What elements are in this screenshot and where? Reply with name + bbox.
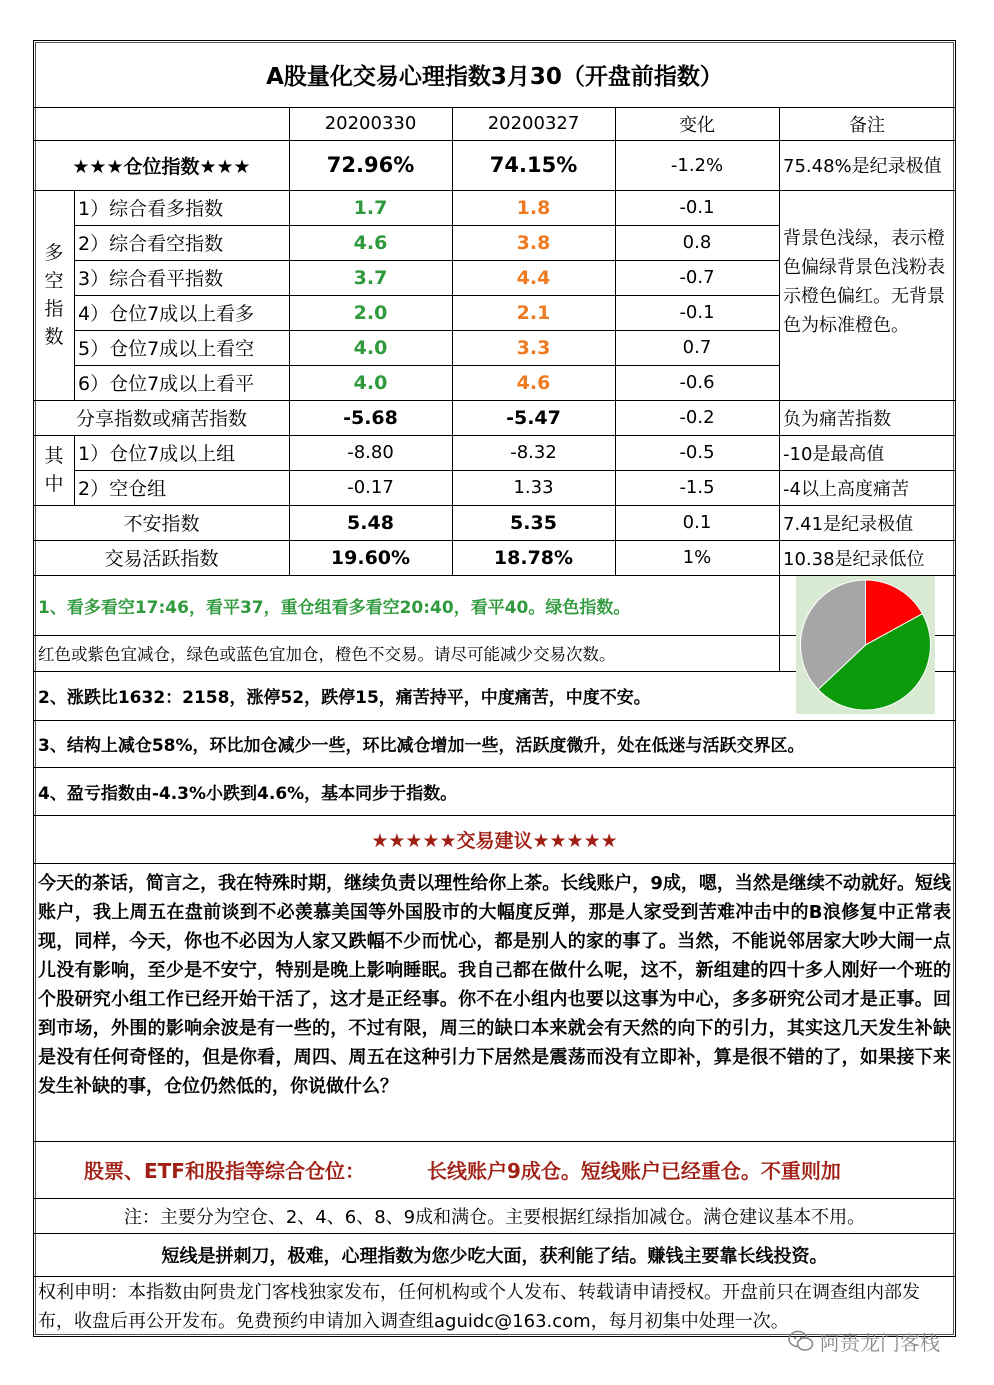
- anxiety-index-note: 7.41是纪录极值: [783, 513, 914, 535]
- activity-index-change: 1%: [682, 547, 712, 568]
- among-row-previous: 1.33: [513, 477, 554, 498]
- share-index-current: -5.68: [343, 406, 398, 429]
- bull-bear-row-previous: 4.4: [516, 266, 551, 289]
- share-index-note: 负为痛苦指数: [783, 408, 891, 430]
- page-title: A股量化交易心理指数3月30（开盘前指数）: [266, 63, 723, 90]
- advice-heading: ★★★★★交易建议★★★★★: [371, 829, 618, 852]
- bull-bear-row-previous: 3.8: [516, 231, 551, 254]
- among-row-change: -1.5: [679, 477, 715, 498]
- share-index-previous: -5.47: [506, 406, 561, 429]
- bull-bear-row-current: 4.6: [353, 231, 388, 254]
- bull-bear-row-label: 4）仓位7成以上看多: [78, 303, 255, 325]
- motto-line: 短线是拼刺刀，极难，心理指数为您少吃大面，获利能了结。赚钱主要靠长线投资。: [161, 1245, 828, 1267]
- header-date-previous: 20200327: [487, 113, 580, 134]
- among-row-current: -0.17: [347, 477, 394, 498]
- bull-bear-row-change: 0.7: [682, 337, 712, 358]
- bull-bear-row-current: 3.7: [353, 266, 388, 289]
- among-row-label: 2）空仓组: [78, 478, 167, 500]
- summary-rule-line: 红色或紫色宜减仓，绿色或蓝色宜加仓，橙色不交易。请尽可能减少交易次数。: [38, 645, 616, 664]
- bull-bear-row-label: 1）综合看多指数: [78, 198, 224, 220]
- bull-bear-row-label: 2）综合看空指数: [78, 233, 224, 255]
- activity-index-label: 交易活跃指数: [104, 548, 219, 570]
- anxiety-index-current: 5.48: [347, 511, 394, 534]
- position-index-current: 72.96%: [326, 153, 415, 177]
- activity-index-note: 10.38是纪录低位: [783, 548, 925, 570]
- among-side-label: 其 中: [44, 445, 64, 495]
- bull-bear-row-label: 6）仓位7成以上看平: [78, 373, 255, 395]
- summary-line-3: 3、结构上减仓58%，环比加仓减少一些，环比减仓增加一些，活跃度微升，处在低迷与活跃交界区。: [38, 736, 805, 756]
- summary-line-2: 2、涨跌比1632：2158，涨停52，跌停15，痛苦持平，中度痛苦，中度不安。: [38, 688, 651, 708]
- bull-bear-row-change: -0.7: [679, 267, 715, 288]
- bull-bear-row-previous: 1.8: [516, 196, 551, 219]
- share-index-change: -0.2: [679, 407, 715, 428]
- bull-bear-pie-chart: [796, 576, 935, 714]
- header-change: 变化: [679, 114, 715, 136]
- among-row-change: -0.5: [679, 442, 715, 463]
- bull-bear-row-change: 0.8: [682, 232, 712, 253]
- position-advice-label: 股票、ETF和股指等综合仓位：: [84, 1159, 365, 1183]
- summary-line-4: 4、盈亏指数由-4.3%小跌到4.6%，基本同步于指数。: [38, 783, 458, 804]
- header-note: 备注: [849, 114, 885, 136]
- report-sheet: [33, 40, 956, 1337]
- among-row-label: 1）仓位7成以上组: [78, 443, 236, 465]
- position-index-note: 75.48%是纪录极值: [783, 156, 942, 177]
- bull-bear-row-current: 2.0: [353, 301, 388, 324]
- rights-statement: 权利申明：本指数由阿贵龙门客栈独家发布，任何机构或个人发布、转载请申请授权。开盘前只在调查组内部发布，收盘后再公开发布。免费预约申请加入调查组aguidc@163.com，每月初集中处理一次。: [38, 1282, 920, 1332]
- bull-bear-row-label: 3）综合看平指数: [78, 268, 224, 290]
- bull-bear-side-label: 多 空 指 数: [44, 242, 64, 348]
- among-row-note: -10是最高值: [783, 443, 885, 465]
- watermark: [788, 1326, 940, 1356]
- bull-bear-row-previous: 2.1: [516, 301, 551, 324]
- activity-index-current: 19.60%: [330, 546, 411, 569]
- among-row-current: -8.80: [347, 442, 394, 463]
- among-row-previous: -8.32: [510, 442, 557, 463]
- watermark-text: 阿贵龙门客栈: [820, 1330, 940, 1355]
- header-date-current: 20200330: [324, 113, 417, 134]
- position-advice-value: 长线账户9成仓。短线账户已经重仓。不重则加: [426, 1159, 841, 1183]
- advice-body: 今天的茶话，简言之，我在特殊时期，继续负责以理性给你上茶。长线账户，9成，嗯，当然是继续不动就好。短线账户，我上周五在盘前谈到不必羡慕美国等外国股市的大幅度反弹，那是人家受到苦难冲击中的B浪修复中正常表现，同样，今天，你也不必因为人家又跌幅不少而忧心，都是别人的家的事了。当然，不能说邻居家大吵大闹一点儿没有影响，至少是不安宁，特别是晚上影响睡眠。我自己都在做什么呢，这不，新组建的四十多人刚好一个班的个股研究小组工作已经开始干活了，这才是正经事。你不在小组内也要以这事为中心，多多研究公司才是正事。回到市场，外围的影响余波是有一些的，不过有限，周三的缺口本来就会有天然的向下的引力，其实这几天发生补缺是没有任何奇怪的，但是你看，周四、周五在这种引力下居然是震荡而没有立即补，算是很不错的了，如果接下来发生补缺的事，仓位仍然低的，你说做什么？: [38, 873, 951, 1097]
- wechat-icon: [788, 1330, 814, 1352]
- activity-index-previous: 18.78%: [493, 546, 574, 569]
- bull-bear-row-current: 4.0: [353, 371, 388, 394]
- bull-bear-row-change: -0.1: [679, 302, 715, 323]
- among-row-note: -4以上高度痛苦: [783, 478, 909, 500]
- position-note-line: 注：主要分为空仓、2、4、6、8、9成和满仓。主要根据红绿指加减仓。满仓建议基本不用。: [123, 1206, 866, 1228]
- position-index-label: ★★★仓位指数★★★: [72, 155, 251, 178]
- bull-bear-row-change: -0.6: [679, 372, 715, 393]
- position-index-change: -1.2%: [670, 154, 724, 176]
- bull-bear-row-label: 5）仓位7成以上看空: [78, 338, 255, 360]
- position-index-previous: 74.15%: [489, 153, 578, 177]
- position-advice-line: [34, 1141, 955, 1198]
- bull-bear-row-change: -0.1: [679, 197, 715, 218]
- bull-bear-row-previous: 3.3: [516, 336, 551, 359]
- summary-line-1: 1、看多看空17:46，看平37，重仓组看多看空20:40，看平40。绿色指数。: [38, 597, 631, 618]
- bull-bear-note: 背景色浅绿，表示橙色偏绿背景色浅粉表示橙色偏红。无背景色为标准橙色。: [783, 228, 945, 336]
- pie-svg: [796, 576, 935, 714]
- share-index-label: 分享指数或痛苦指数: [75, 408, 247, 430]
- bull-bear-row-current: 1.7: [353, 196, 388, 219]
- anxiety-index-previous: 5.35: [510, 511, 557, 534]
- bull-bear-row-current: 4.0: [353, 336, 388, 359]
- bull-bear-row-previous: 4.6: [516, 371, 551, 394]
- anxiety-index-label: 不安指数: [123, 513, 200, 535]
- anxiety-index-change: 0.1: [682, 512, 712, 533]
